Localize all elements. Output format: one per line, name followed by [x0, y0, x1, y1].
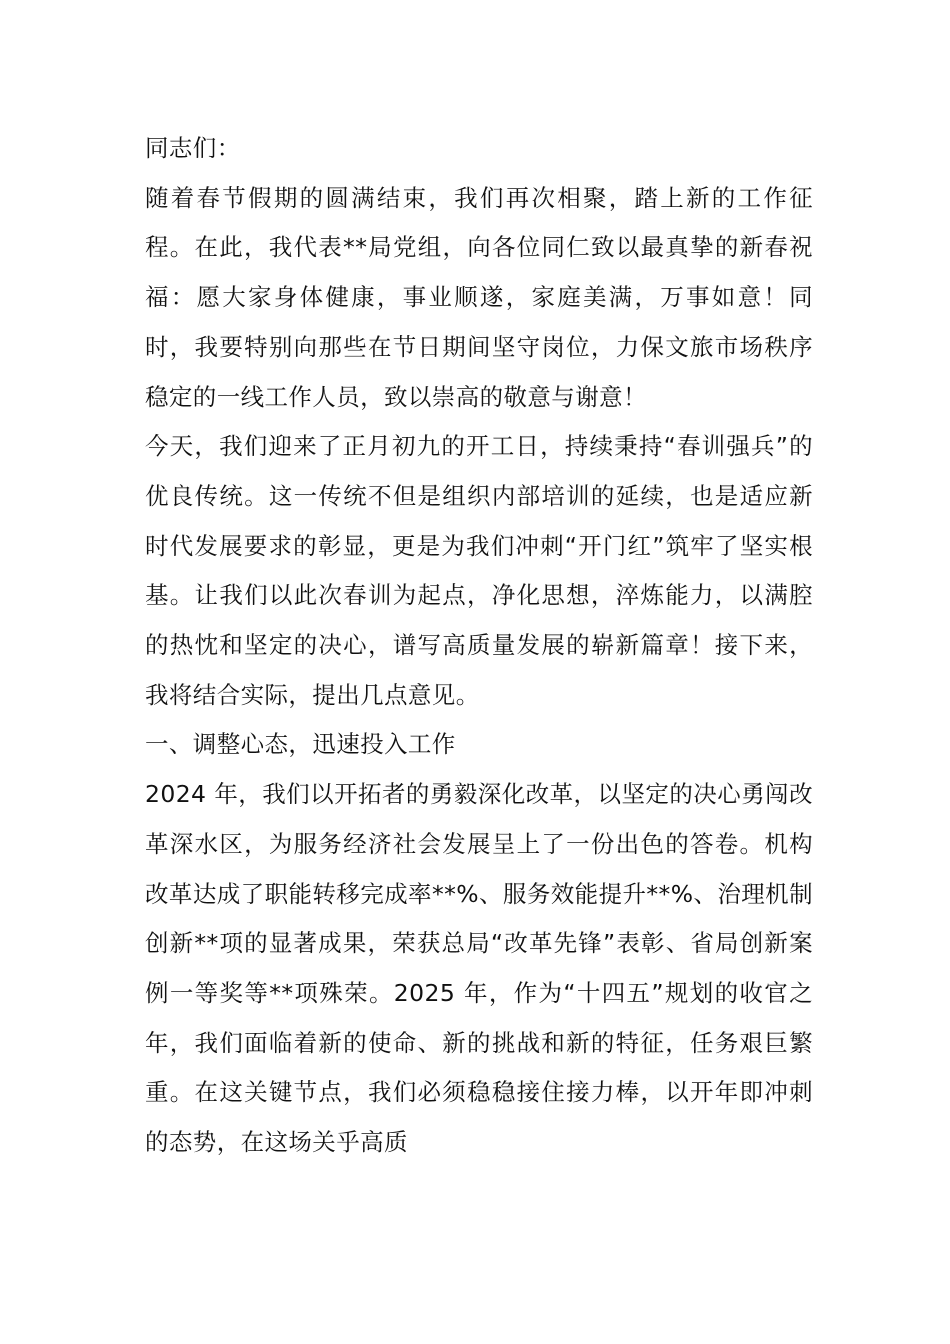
section-heading: 一、调整心态，迅速投入工作 — [145, 730, 456, 759]
paragraph-greeting: 随着春节假期的圆满结束，我们再次相聚，踏上新的工作征程。在此，我代表**局党组，向各位同仁致以最真挚的新春祝福：愿大家身体健康，事业顺遂，家庭美满，万事如意！同时，我要特别向那些在节日期间坚守岗位，力保文旅市场秩序稳定的一线工作人员，致以崇高的敬意与谢意！ — [145, 183, 813, 411]
document-body — [145, 124, 813, 1168]
paragraph-spring-training: 今天，我们迎来了正月初九的开工日，持续秉持“春训强兵”的优良传统。这一传统不但是组织内部培训的延续，也是适应新时代发展要求的彰显，更是为我们冲刺“开门红”筑牢了坚实根基。让我们以此次春训为起点，净化思想，淬炼能力，以满腔的热忱和坚定的决心，谱写高质量发展的崭新篇章！接下来，我将结合实际，提出几点意见。 — [145, 432, 813, 709]
paragraph-reform-review: 2024 年，我们以开拓者的勇毅深化改革，以坚定的决心勇闯改革深水区，为服务经济社会发展呈上了一份出色的答卷。机构改革达成了职能转移完成率**%、服务效能提升**%、治理机制创新**项的显著成果，荣获总局“改革先锋”表彰、省局创新案例一等奖等**项殊荣。2025 年，作为“十四五”规划的收官之年，我们面临着新的使命、新的挑战和新的特征，任务艰巨繁重。在这关键节点，我们必须稳稳接住接力棒，以开年即冲刺的态势，在这场关乎高质 — [145, 780, 813, 1157]
salutation: 同志们： — [145, 134, 241, 162]
